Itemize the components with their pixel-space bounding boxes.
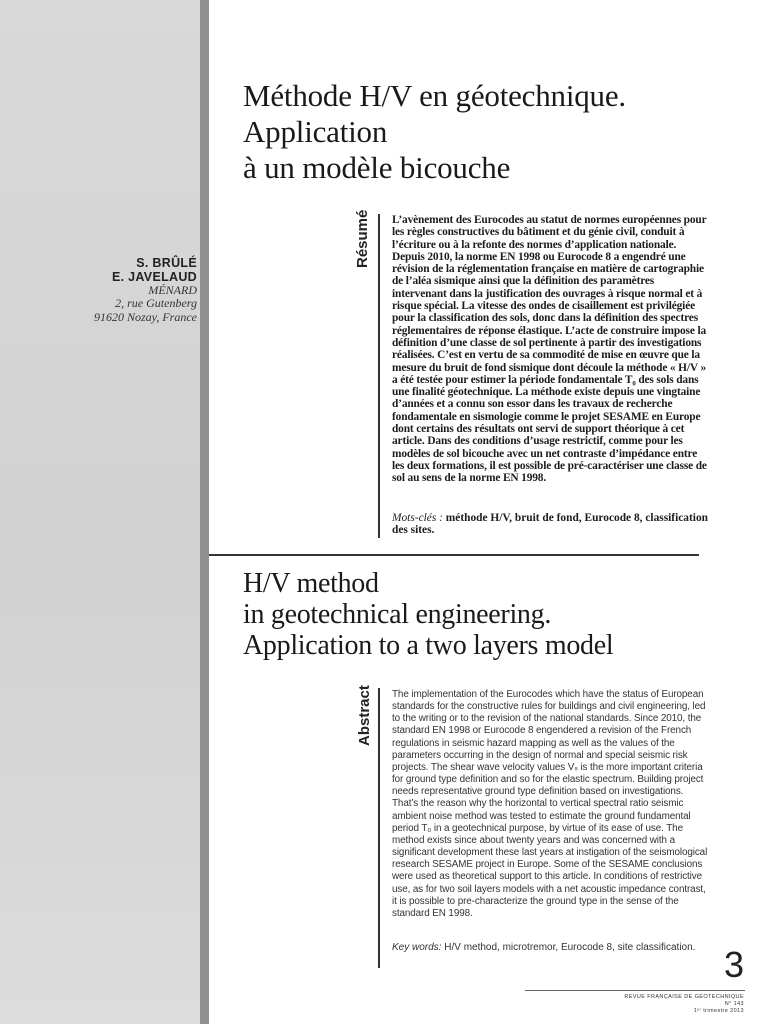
section-divider [209,554,699,556]
english-keywords [392,942,710,954]
french-keywords-values: méthode H/V, bruit de fond, Eurocode 8, classification des sites. [392,512,708,537]
author-name-2: E. JAVELAUD [111,270,197,284]
french-keywords-label: Mots-clés : [392,512,443,524]
english-keywords-values: H/V method, microtremor, Eurocode 8, site classification. [441,942,696,953]
french-title-line-1: Méthode H/V en géotechnique. [243,78,626,113]
footer-journal-name: REVUE FRANÇAISE DE GÉOTECHNIQUE [624,994,744,1000]
left-gray-sidebar [0,0,200,1024]
resume-vertical-rule [378,214,380,538]
affiliation-street: 2, rue Gutenberg [115,296,197,311]
journal-footer [624,994,744,1015]
french-title [243,78,743,186]
resume-section-label: Résumé [354,209,371,268]
abstract-vertical-rule [378,688,380,968]
french-abstract-text: L’avènement des Eurocodes au statut de normes européennes pour les règles constructives du bâtiment et du génie civil, conduit à l’écriture ou à la refonte des normes d’application nationale. Depuis 2010, la norme EN 1998 ou Eurocode 8 a engendré une révision de la réglementation française en matière de cartographie de l’aléa sismique ainsi que la définition des paramètres intervenant dans la justification des ouvrages à risque normal et à risque spécial. La vitesse des ondes de cisaillement est privilégiée pour la classification des sols, donc dans la définition des spectres réglementaires de réponse élastique. L’acte de construire impose la définition d’une classe de sol pertinente à partir des investigations réalisées. C’est en vertu de sa commodité de mise en œuvre que la mesure du bruit de fond sismique dont découle la méthode « H/V » a été testée pour estimer la période fondamentale T₀ des sols dans une finalité géotechnique. La méthode existe depuis une vingtaine d’années et a connu son essor dans les travaux de recherche fondamentale en sismologie comme le projet SESAME en Europe dont certains des résultats ont servi de support théorique à cet article. Dans des conditions d’usage restrictif, comme pour les modèles de sol bicouche avec un net contraste d’impédance entre les deux formations, il est possible de pré-caractériser une classe de sol au sens de la norme EN 1998. [392,214,707,485]
affiliation-company: MÉNARD [148,283,197,297]
french-title-line-2: Application [243,114,388,149]
english-title-line-2: in geotechnical engineering. [243,599,552,630]
footer-issue: N° 143 [724,1001,744,1007]
author-name-1: S. BRÛLÉ [136,256,197,270]
english-title-line-3: Application to a two layers model [243,630,614,661]
footer-period: 1ᵉʳ trimestre 2013 [693,1008,744,1014]
page-number: 3 [724,944,745,985]
french-title-line-3: à un modèle bicouche [243,150,511,185]
sidebar-accent-stripe [200,0,209,1024]
english-title-line-1: H/V method [243,568,379,599]
footer-rule [525,990,745,991]
author-block [94,256,197,324]
english-keywords-label: Key words: [392,942,442,953]
english-title [243,568,743,661]
affiliation-city: 91620 Nozay, France [94,309,197,324]
french-keywords [392,512,708,537]
english-abstract-text: The implementation of the Eurocodes which have the status of European standards for the constructive rules for buildings and civil engineering, led to the writing or to the revision of the national standards. Since 2010, the standard EN 1998 or Eurocode 8 engendered a revision of the French regulations in seismic hazard mapping as well as the values of the parameters occurring in the design of normal and special seismic risk projects. The shear wave velocity values Vₛ is the more important criteria for ground type definition and so for the elastic spectrum. Building project needs representative ground type definition based on investigations. That’s the reason why the horizontal to vertical spectral ratio seismic ambient noise method was tested to estimate the ground fundamental period T₀ in a geotechnical purpose, by virtue of its ease of use. The method exists since about twenty years and was concerned with a significant development these last years at instigation of the seismological research SESAME project in Europe. Some of the SESAME conclusions were used as theoretical support to this article. In conditions of restrictive use, as for two soil layers models with a net acoustic impedance contrast, it is possible to pre-characterize the ground type in the sense of the standard EN 1998. [392,689,708,919]
abstract-section-label: Abstract [356,685,373,746]
